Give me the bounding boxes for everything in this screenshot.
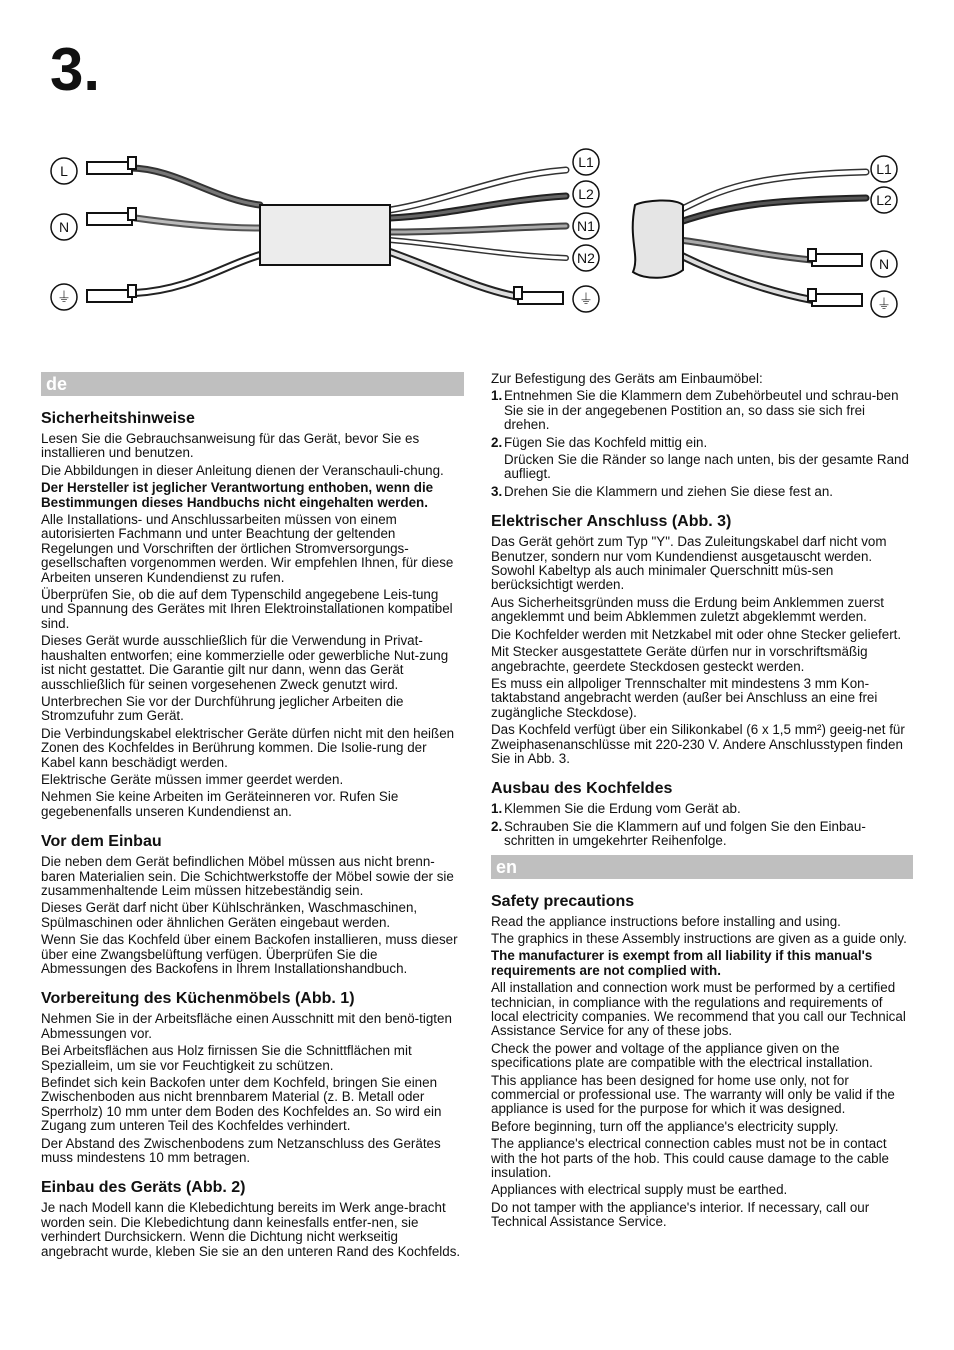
paragraph: Der Abstand des Zwischenbodens zum Netzanschluss des Gerätes muss mindestens 10 mm betragen. (41, 1135, 441, 1166)
step-text: Klemmen Sie die Erdung vom Gerät ab. (504, 801, 741, 817)
lang-bar-en: en (491, 855, 913, 879)
paragraph: Nehmen Sie keine Arbeiten im Geräteinneren vor. Rufen Sie gegebenenfalls unseren Kundendienst an. (41, 789, 399, 819)
paragraph: Do not tamper with the appliance's interior. If necessary, call our Technical Assistance Service. (491, 1199, 870, 1230)
label-n2: N2 (577, 250, 595, 266)
paragraph: Das Kochfeld verfügt über ein Silikonkabel (6 x 1,5 mm²) geeig-net für Zweiphasenanschlüsse mit 220-230 V. Andere Anschlusstypen finden Sie in Abb. 3. (491, 722, 905, 766)
paragraph: Unterbrechen Sie vor der Durchführung jeglicher Arbeiten die Stromzufuhr zum Gerät. (41, 693, 404, 724)
label-l: L (60, 163, 68, 179)
paragraph: Elektrische Geräte müssen immer geerdet werden. (41, 771, 344, 787)
paragraph: Aus Sicherheitsgründen muss die Erdung beim Anklemmen zuerst angeklemmt und beim Abklemmen zuletzt abgeklemmt werden. (491, 594, 884, 625)
label-l2: L2 (578, 186, 594, 202)
ground-icon: ⏚ (877, 296, 891, 312)
paragraph: Read the appliance instructions before installing and using. (491, 913, 841, 929)
paragraph: Die Abbildungen in dieser Anleitung dienen der Veranschauli-chung. (41, 462, 444, 478)
paragraph: Befindet sich kein Backofen unter dem Kochfeld, bringen Sie einen Zwischenboden aus nicht brennbarem Material (z. B. Metall oder Sperrholz) 10 mm unter dem Boden des Kochfeldes an. So wird ein Zugang zum unteren Teil des Kochfeldes verhindert. (41, 1075, 442, 1134)
label-l1-right: L1 (876, 161, 892, 177)
label-n: N (58, 219, 70, 235)
step-number: 3. (50, 36, 101, 103)
paragraph: Wenn Sie das Kochfeld über einem Backofen installieren, muss dieser über eine Zwangsbelüftung verfügen. Überprüfen Sie die Abmessungen des Backofens in Ihrem Installationshandbuch. (41, 932, 458, 976)
paragraph: The appliance's electrical connection cables must not be in contact with the hot parts of the hob. This could cause damage to the cable insulation. (491, 1136, 890, 1181)
step-number: 2. (491, 818, 503, 834)
list-item (491, 389, 913, 432)
paragraph: The graphics in these Assembly instructions are given as a guide only. (491, 930, 907, 946)
paragraph: All installation and connection work must be performed by a certified technician, in compliance with the regulations and requirements of local electricity companies. We recommend that you call our Technical Assistance Service for any of these jobs. (491, 980, 906, 1039)
warning-paragraph: Der Hersteller ist jeglicher Verantwortung enthoben, wenn die Bestimmungen dieses Handbuchs nicht eingehalten werden. (41, 480, 434, 510)
wiring-diagram (0, 140, 954, 350)
heading-sicherheitshinweise: Sicherheitshinweise (41, 410, 195, 427)
warning-paragraph: The manufacturer is exempt from all liability if this manual's requirements are not complied with. (491, 948, 873, 978)
paragraph: Die neben dem Gerät befindlichen Möbel müssen aus nicht brenn-baren Materialien sein. Die Schichtwerkstoffe der Möbel sowie der sie zusammenhaltende Leim müssen hitzebeständig sein. (41, 854, 454, 898)
list-item (491, 820, 913, 849)
paragraph: Je nach Modell kann die Klebedichtung bereits im Werk ange-bracht worden sein. Die Klebedichtung dann keinesfalls entfer-nen, sie verhindert Durchsickern. Wenn die Dichtung nicht werkseitig angebracht wurde, kleben Sie sie an den unteren Rand des Kochfelds. (41, 1200, 461, 1259)
paragraph: Dieses Gerät wurde ausschließlich für die Verwendung in Privat-haushalten entworfen; eine kommerzielle oder gewerbliche Nut-zung ist nicht gestattet. Die Garantie gilt nur dann, wenn das Gerät ausschließlich für seinen vorgesehenen Zweck genutzt wird. (41, 633, 449, 692)
heading-elektrischer-anschluss: Elektrischer Anschluss (Abb. 3) (491, 513, 732, 531)
heading-vor-dem-einbau: Vor dem Einbau (41, 833, 162, 851)
step-text: Drücken Sie die Ränder so lange nach unten, bis der gesamte Rand aufliegt. (504, 452, 909, 482)
paragraph: Mit Stecker ausgestattete Geräte dürfen nur in vorschriftsmäßig angebrachte, geerdete Steckdosen gesteckt werden. (491, 644, 868, 674)
paragraph: Das Gerät gehört zum Typ "Y". Das Zuleitungskabel darf nicht vom Benutzer, sondern nur vom Kundendienst ausgetauscht werden. Sowohl Kabeltyp als auch minimaler Querschnitt müs-sen berücksichtigt werden. (491, 534, 887, 593)
paragraph: Überprüfen Sie, ob die auf dem Typenschild angegebene Leis-tung und Spannung des Gerätes mit Ihren Elektroinstallationen kompatibel sind. (41, 587, 453, 631)
heading-vorbereitung: Vorbereitung des Küchenmöbels (Abb. 1) (41, 990, 355, 1008)
step-number: 2. (491, 434, 503, 450)
step-number: 1. (491, 388, 503, 404)
heading-ausbau: Ausbau des Kochfeldes (491, 780, 673, 798)
heading-einbau: Einbau des Geräts (Abb. 2) (41, 1179, 246, 1197)
ground-icon: ⏚ (57, 289, 71, 305)
label-l2-right: L2 (876, 192, 892, 208)
paragraph: Appliances with electrical supply must be earthed. (491, 1182, 788, 1198)
paragraph: Alle Installations- und Anschlussarbeiten müssen von einem autorisierten Fachmann und unter Beachtung der geltenden Regelungen und Vorschriften der örtlichen Stromversorgungs-gesellschaften vorgenommen werden. Wir empfehlen Ihnen, für diese Arbeiten unseren Kundendienst zu rufen. (41, 512, 454, 585)
step-text: Entnehmen Sie die Klammern dem Zubehörbeutel und schrau-ben Sie sie in der angegebenen Postition an, so dass sie sich frei drehen. (504, 388, 899, 433)
label-n-right: N (878, 256, 890, 272)
right-column (491, 372, 913, 1233)
paragraph: Die Verbindungskabel elektrischer Geräte dürfen nicht mit den heißen Zonen des Kochfeldes in Berührung kommen. Die Isolie-rung der Kabel kann beschädigt werden. (41, 725, 455, 770)
list-item (491, 485, 913, 499)
step-text: Schrauben Sie die Klammern auf und folgen Sie den Einbau-schritten in umgekehrter Reihenfolge. (504, 818, 866, 849)
step-text: Drehen Sie die Klammern und ziehen Sie diese fest an. (504, 483, 834, 499)
paragraph: Check the power and voltage of the appliance given on the specifications plate are compatible with the electrical installation. (491, 1040, 873, 1071)
list-item (491, 802, 913, 816)
paragraph: Es muss ein allpoliger Trennschalter mit mindestens 3 mm Kon-taktabstand angebracht werden (außer bei Anschluss an eine frei zugängliche Steckdose). (491, 675, 878, 720)
lang-bar-de: de (41, 372, 464, 396)
label-n1: N1 (577, 218, 595, 234)
paragraph: Before beginning, turn off the appliance's electricity supply. (491, 1118, 839, 1134)
step-number: 3. (491, 483, 503, 499)
label-l1: L1 (578, 154, 594, 170)
paragraph: Nehmen Sie in der Arbeitsfläche einen Ausschnitt mit den benö-tigten Abmessungen vor. (41, 1011, 452, 1041)
paragraph: Lesen Sie die Gebrauchsanweisung für das Gerät, bevor Sie es installieren und benutzen. (41, 431, 420, 461)
paragraph: Bei Arbeitsflächen aus Holz firnissen Sie die Schnittflächen mit Spezialleim, um sie vor Feuchtigkeit zu schützen. (41, 1043, 412, 1073)
paragraph: Zur Befestigung des Geräts am Einbaumöbel: (491, 371, 763, 386)
list-item (491, 436, 913, 450)
heading-safety-precautions: Safety precautions (491, 892, 635, 910)
step-text: Fügen Sie das Kochfeld mittig ein. (504, 434, 708, 450)
step-number: 1. (491, 801, 503, 817)
left-column (41, 372, 464, 1262)
paragraph: Die Kochfelder werden mit Netzkabel mit oder ohne Stecker geliefert. (491, 626, 902, 642)
ground-icon: ⏚ (579, 291, 593, 307)
paragraph: This appliance has been designed for home use only, not for commercial or professional use. The warranty will only be valid if the appliance is used for the purpose for which it was designed. (491, 1072, 895, 1117)
paragraph: Dieses Gerät darf nicht über Kühlschränken, Waschmaschinen, Spülmaschinen oder ähnlichen Geräten eingebaut werden. (41, 900, 418, 930)
